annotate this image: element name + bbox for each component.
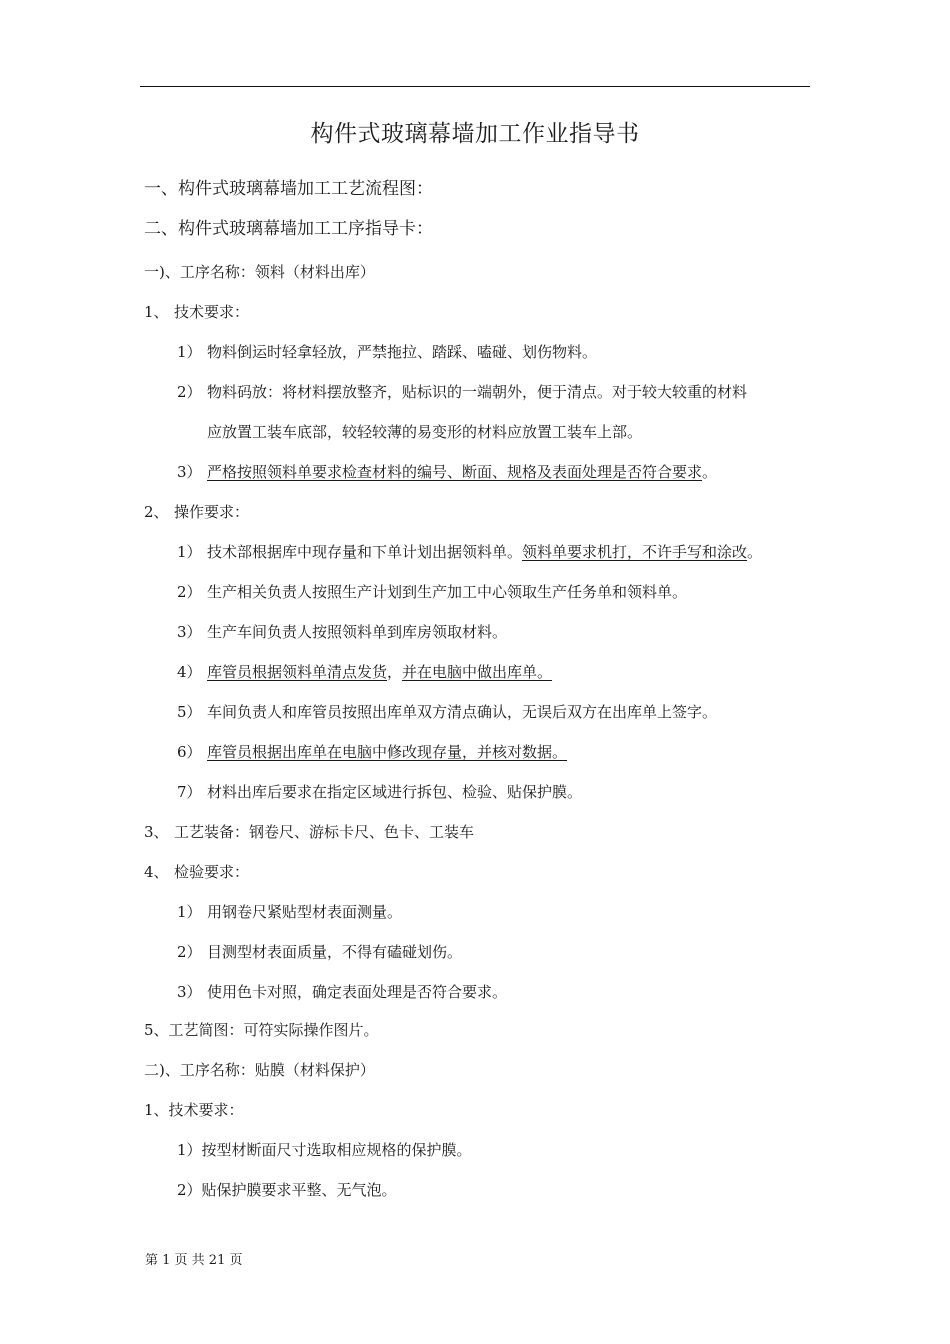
ops-item-7: 7） 材料出库后要求在指定区域进行拆包、检验、贴保护膜。 — [177, 783, 583, 801]
ops-item-4: 4） 库管员根据领料单清点发货，并在电脑中做出库单。 — [177, 663, 553, 681]
ops-requirements-heading: 2、 操作要求： — [144, 503, 250, 521]
ops-item-6: 6） 库管员根据出库单在电脑中修改现存量，并核对数据。 — [177, 743, 568, 761]
process-2-tech-heading: 1、技术要求： — [144, 1101, 244, 1119]
ops-item-3: 3） 生产车间负责人按照领料单到库房领取材料。 — [177, 623, 508, 641]
inspection-item-1: 1） 用钢卷尺紧贴型材表面测量。 — [177, 903, 403, 921]
ops-item-5: 5） 车间负责人和库管员按照出库单双方清点确认，无误后双方在出库单上签字。 — [177, 703, 718, 721]
process-2-heading: 二)、工序名称：贴膜（材料保护） — [144, 1061, 375, 1079]
document-title: 构件式玻璃幕墙加工作业指导书 — [310, 121, 640, 147]
tech-item-2: 2） 物料码放：将材料摆放整齐，贴标识的一端朝外，便于清点。对于较大较重的材料 — [177, 383, 748, 401]
header-rule — [140, 86, 810, 87]
process-2-item-2: 2）贴保护膜要求平整、无气泡。 — [177, 1181, 397, 1199]
ops-item-1: 1） 技术部根据库中现存量和下单计划出据领料单。领料单要求机打，不许手写和涂改。 — [177, 543, 763, 561]
section-2-heading: 二、构件式玻璃幕墙加工工序指导卡： — [144, 219, 433, 239]
inspection-item-3: 3） 使用色卡对照，确定表面处理是否符合要求。 — [177, 983, 508, 1001]
process-1-heading: 一)、工序名称：领料（材料出库） — [144, 263, 375, 281]
process-2-item-1: 1）按型材断面尺寸选取相应规格的保护膜。 — [177, 1141, 472, 1159]
diagram-note: 5、工艺简图：可符实际操作图片。 — [144, 1021, 379, 1039]
tech-requirements-heading: 1、 技术要求： — [144, 303, 250, 321]
tech-item-1: 1） 物料倒运时轻拿轻放，严禁拖拉、踏踩、嗑碰、划伤物料。 — [177, 343, 598, 361]
tech-item-2-continuation: 应放置工装车底部，较轻较薄的易变形的材料应放置工装车上部。 — [207, 423, 643, 441]
section-1-heading: 一、构件式玻璃幕墙加工工艺流程图： — [144, 179, 433, 199]
equipment-line: 3、 工艺装备：钢卷尺、游标卡尺、色卡、工装车 — [144, 823, 475, 841]
page-footer: 第 1 页 共 21 页 — [145, 1253, 243, 1268]
tech-item-3: 3） 严格按照领料单要求检查材料的编号、断面、规格及表面处理是否符合要求。 — [177, 463, 718, 481]
ops-item-2: 2） 生产相关负责人按照生产计划到生产加工中心领取生产任务单和领料单。 — [177, 583, 688, 601]
inspection-item-2: 2） 目测型材表面质量，不得有磕碰划伤。 — [177, 943, 463, 961]
inspection-heading: 4、 检验要求： — [144, 863, 250, 881]
